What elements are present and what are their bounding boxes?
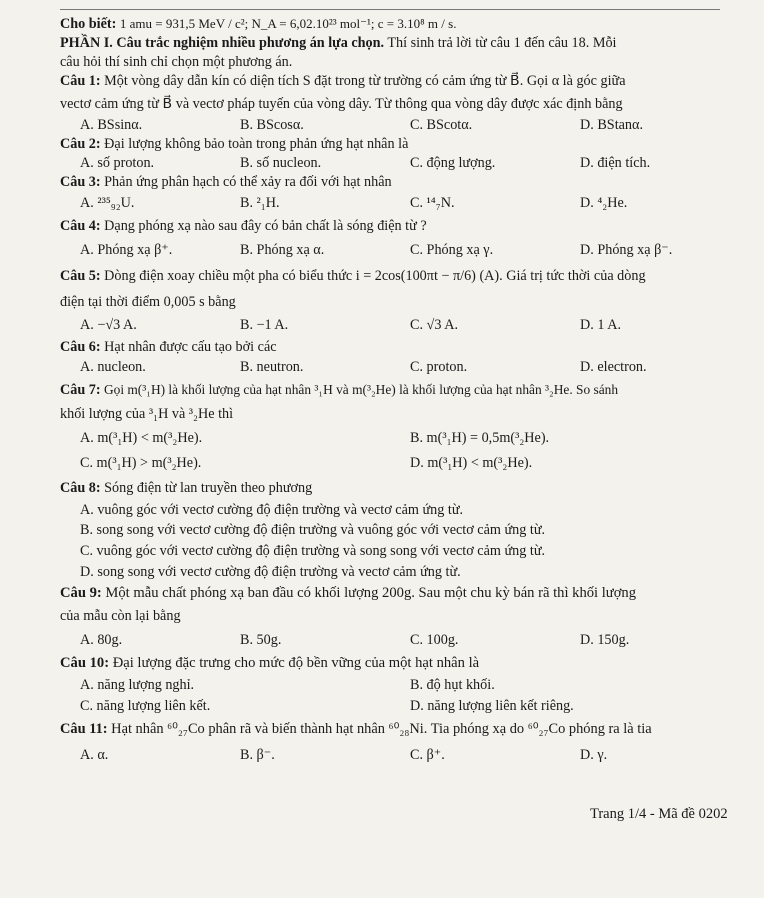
top-divider — [60, 9, 720, 10]
q1-option-b[interactable]: B. BScosα. — [240, 117, 304, 133]
given-constants: Cho biết: 1 amu = 931,5 MeV / c²; N_A = 6,02.10²³ mol⁻¹; c = 3.10⁸ m / s. — [60, 16, 457, 32]
q3-option-b[interactable]: B. ²₁H. — [240, 195, 280, 211]
q11-option-a[interactable]: A. α. — [80, 747, 109, 763]
question-6: Câu 6: Hạt nhân được cấu tạo bởi các — [60, 339, 277, 355]
q3-option-a[interactable]: A. ²³⁵₉₂U. — [80, 195, 135, 211]
q1-option-d[interactable]: D. BStanα. — [580, 117, 644, 133]
q2-option-b[interactable]: B. số nucleon. — [240, 155, 322, 171]
q10-option-d[interactable]: D. năng lượng liên kết riêng. — [410, 698, 574, 714]
q9-option-a[interactable]: A. 80g. — [80, 632, 123, 648]
q3-option-c[interactable]: C. ¹⁴₇N. — [410, 195, 455, 211]
q7-option-d[interactable]: D. m(³₁H) < m(³₂He). — [410, 455, 533, 471]
q4-option-b[interactable]: B. Phóng xạ α. — [240, 242, 325, 258]
q8-option-a[interactable]: A. vuông góc với vectơ cường độ điện trường và vectơ cảm ứng từ. — [80, 502, 464, 518]
q5-option-a[interactable]: A. −√3 A. — [80, 317, 137, 333]
q7-option-a[interactable]: A. m(³₁H) < m(³₂He). — [80, 430, 203, 446]
q5-option-c[interactable]: C. √3 A. — [410, 317, 458, 333]
question-5: Câu 5: Dòng điện xoay chiều một pha có biểu thức i = 2cos(100πt − π/6) (A). Giá trị tức thời của dòng — [60, 268, 646, 284]
question-5-cont: điện tại thời điểm 0,005 s bằng — [60, 294, 236, 310]
question-7: Câu 7: Gọi m(³₁H) là khối lượng của hạt nhân ³₁H và m(³₂He) là khối lượng của hạt nhân ³₂He. So sánh — [60, 382, 619, 398]
q11-option-b[interactable]: B. β⁻. — [240, 747, 275, 763]
q6-option-d[interactable]: D. electron. — [580, 359, 647, 375]
question-2: Câu 2: Đại lượng không bảo toàn trong phản ứng hạt nhân là — [60, 136, 409, 152]
q1-option-c[interactable]: C. BScotα. — [410, 117, 473, 133]
q8-option-b[interactable]: B. song song với vectơ cường độ điện trường và vuông góc với vectơ cảm ứng từ. — [80, 522, 546, 538]
q11-option-d[interactable]: D. γ. — [580, 747, 608, 763]
q5-option-b[interactable]: B. −1 A. — [240, 317, 289, 333]
question-7-cont: khối lượng của ³₁H và ³₂He thì — [60, 406, 234, 422]
part1-intro-cont: câu hỏi thí sinh chỉ chọn một phương án. — [60, 54, 293, 70]
q5-option-d[interactable]: D. 1 A. — [580, 317, 621, 333]
q4-option-d[interactable]: D. Phóng xạ β⁻. — [580, 242, 673, 258]
question-4: Câu 4: Dạng phóng xạ nào sau đây có bản chất là sóng điện từ ? — [60, 218, 427, 234]
question-8: Câu 8: Sóng điện từ lan truyền theo phương — [60, 480, 313, 496]
question-9: Câu 9: Một mẫu chất phóng xạ ban đầu có khối lượng 200g. Sau một chu kỳ bán rã thì khối lượng — [60, 585, 637, 601]
question-11: Câu 11: Hạt nhân ⁶⁰₂₇Co phân rã và biến thành hạt nhân ⁶⁰₂₈Ni. Tia phóng xạ do ⁶⁰₂₇Co phóng ra là tia — [60, 721, 652, 737]
page-footer: Trang 1/4 - Mã đề 0202 — [590, 806, 728, 822]
question-9-cont: của mẫu còn lại bằng — [60, 608, 181, 624]
question-1: Câu 1: Một vòng dây dẫn kín có diện tích S đặt trong từ trường có cảm ứng từ B⃗. Gọi α là góc giữa — [60, 73, 626, 89]
question-10: Câu 10: Đại lượng đặc trưng cho mức độ bền vững của một hạt nhân là — [60, 655, 480, 671]
q8-option-d[interactable]: D. song song với vectơ cường độ điện trường và vectơ cảm ứng từ. — [80, 564, 461, 580]
question-1-cont: vectơ cảm ứng từ B⃗ và vectơ pháp tuyến của vòng dây. Từ thông qua vòng dây được xác định bằng — [60, 96, 623, 112]
q6-option-b[interactable]: B. neutron. — [240, 359, 304, 375]
q11-option-c[interactable]: C. β⁺. — [410, 747, 445, 763]
q1-option-a[interactable]: A. BSsinα. — [80, 117, 143, 133]
question-3: Câu 3: Phản ứng phân hạch có thể xảy ra đối với hạt nhân — [60, 174, 392, 190]
q2-option-a[interactable]: A. số proton. — [80, 155, 155, 171]
q7-option-b[interactable]: B. m(³₁H) = 0,5m(³₂He). — [410, 430, 550, 446]
q10-option-c[interactable]: C. năng lượng liên kết. — [80, 698, 211, 714]
q2-option-c[interactable]: C. động lượng. — [410, 155, 496, 171]
q6-option-c[interactable]: C. proton. — [410, 359, 468, 375]
part1-intro: PHẦN I. Câu trắc nghiệm nhiều phương án lựa chọn. Thí sinh trả lời từ câu 1 đến câu 18. Mỗi — [60, 35, 617, 51]
q9-option-b[interactable]: B. 50g. — [240, 632, 282, 648]
q3-option-d[interactable]: D. ⁴₂He. — [580, 195, 628, 211]
q10-option-b[interactable]: B. độ hụt khối. — [410, 677, 495, 693]
q9-option-d[interactable]: D. 150g. — [580, 632, 630, 648]
q2-option-d[interactable]: D. điện tích. — [580, 155, 651, 171]
q7-option-c[interactable]: C. m(³₁H) > m(³₂He). — [80, 455, 202, 471]
q4-option-c[interactable]: C. Phóng xạ γ. — [410, 242, 494, 258]
q9-option-c[interactable]: C. 100g. — [410, 632, 459, 648]
q6-option-a[interactable]: A. nucleon. — [80, 359, 146, 375]
q8-option-c[interactable]: C. vuông góc với vectơ cường độ điện trường và song song với vectơ cảm ứng từ. — [80, 543, 546, 559]
q10-option-a[interactable]: A. năng lượng nghỉ. — [80, 677, 195, 693]
q4-option-a[interactable]: A. Phóng xạ β⁺. — [80, 242, 173, 258]
